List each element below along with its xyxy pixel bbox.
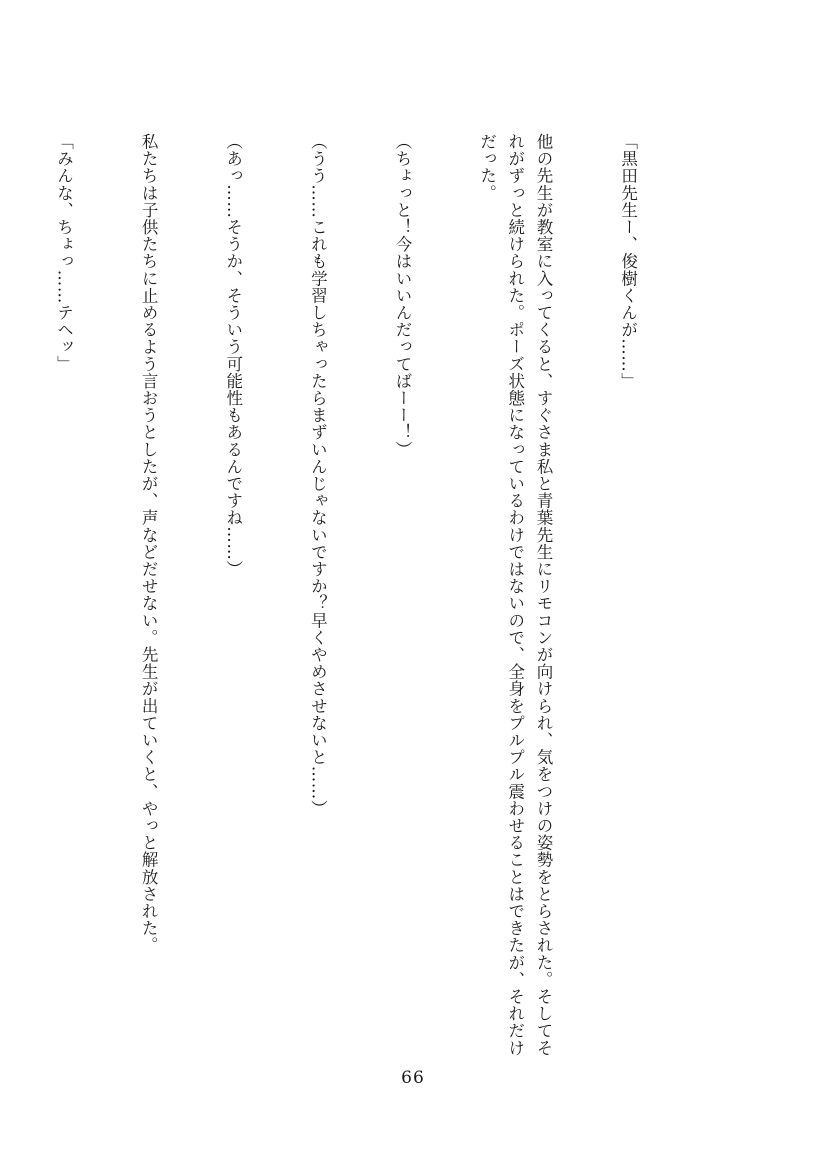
text-line: 私たちは子供たちに止めるよう言おうとしたが、声などだせない。先生が出ていくと、やっと解放された。 [139, 133, 159, 954]
page-number: 66 [401, 1068, 425, 1088]
text-line: 他の先生が教室に入ってくると、すぐさま私と青葉先生にリモコンが向けられ、気をつけの姿勢をとらされた。そしてそれがずっと続けられた。ポーズ状態になっているわけではないので、全身をプルプル震わせることはできたが、それだけだった。 [477, 133, 553, 1057]
text-line: （ちょっと！今はいいんだってばーー！） [392, 133, 412, 458]
vertical-text-body [0, 133, 698, 1063]
text-line: 「みんな、ちょっ……テヘッ」 [54, 133, 74, 373]
text-line: （うう……これも学習しちゃったらまずいんじゃないですか？早くやめさせないと……） [308, 133, 328, 817]
text-line: 「黒田先生ー、俊樹くんが……」 [618, 133, 638, 390]
text-line: （あっ……そうか、そういう可能性もあるんですね……） [223, 133, 243, 578]
